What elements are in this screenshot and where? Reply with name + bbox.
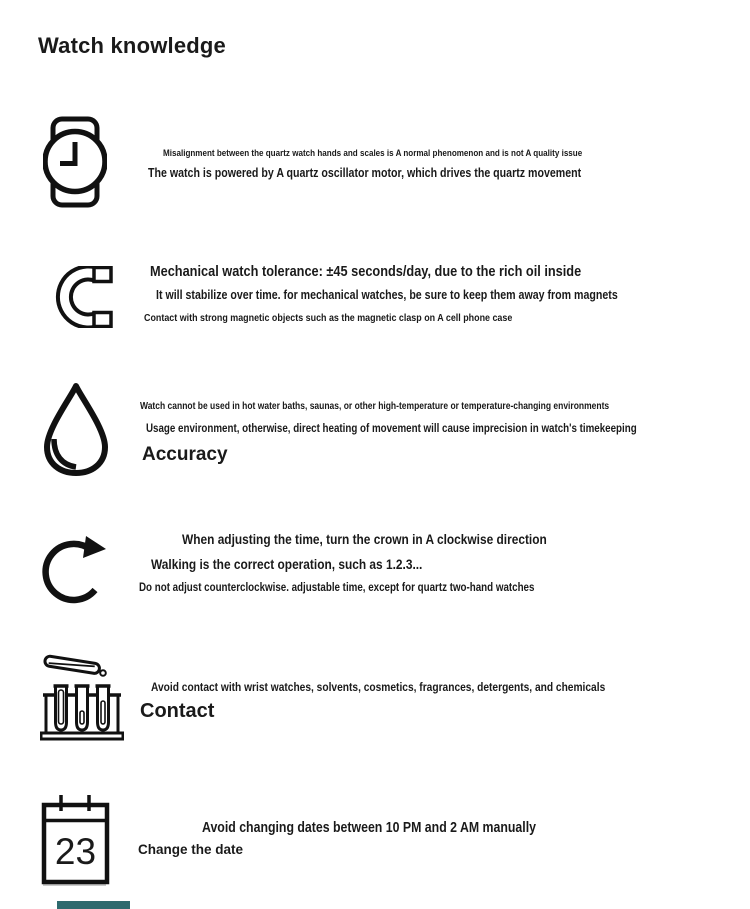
test-tubes-icon: [40, 648, 124, 742]
accuracy-heading: Accuracy: [142, 444, 228, 465]
water-warning-line: Watch cannot be used in hot water baths, saunas, or other high-temperature or temperature-changing environments: [140, 401, 610, 412]
magnet-icon: [46, 266, 114, 328]
walking-operation-line: Walking is the correct operation, such as 1.2.3...: [151, 556, 423, 572]
quartz-main-line: The watch is powered by A quartz oscillator motor, which drives the quartz movement: [148, 166, 582, 180]
contact-heading: Contact: [140, 700, 215, 722]
page-title: Watch knowledge: [38, 33, 226, 58]
magnet-tolerance-line: Mechanical watch tolerance: ±45 seconds/day, due to the rich oil inside: [150, 263, 582, 280]
watch-icon: [43, 116, 107, 208]
magnet-stabilize-line: It will stabilize over time. for mechanical watches, be sure to keep them away from magnets: [156, 288, 618, 302]
chemicals-warning-line: Avoid contact with wrist watches, solvents, cosmetics, fragrances, detergents, and chemicals: [151, 680, 606, 694]
water-drop-icon: [38, 381, 114, 479]
bottom-accent-bar: [57, 901, 130, 909]
calendar-day: 23: [54, 831, 97, 872]
crown-clockwise-line: When adjusting the time, turn the crown in A clockwise direction: [182, 531, 547, 547]
magnet-contact-line: Contact with strong magnetic objects such as the magnetic clasp on A cell phone case: [144, 312, 513, 324]
clockwise-arrow-icon: [40, 526, 112, 610]
water-usage-line: Usage environment, otherwise, direct heating of movement will cause imprecision in watch's timekeeping: [146, 423, 637, 435]
date-change-warning-line: Avoid changing dates between 10 PM and 2 AM manually: [202, 820, 536, 836]
counterclockwise-warning-line: Do not adjust counterclockwise. adjustable time, except for quartz two-hand watches: [139, 582, 535, 594]
change-date-heading: Change the date: [138, 842, 244, 857]
quartz-note-line: Misalignment between the quartz watch hands and scales is A normal phenomenon and is not A quality issue: [163, 148, 583, 159]
calendar-icon: [40, 792, 114, 887]
